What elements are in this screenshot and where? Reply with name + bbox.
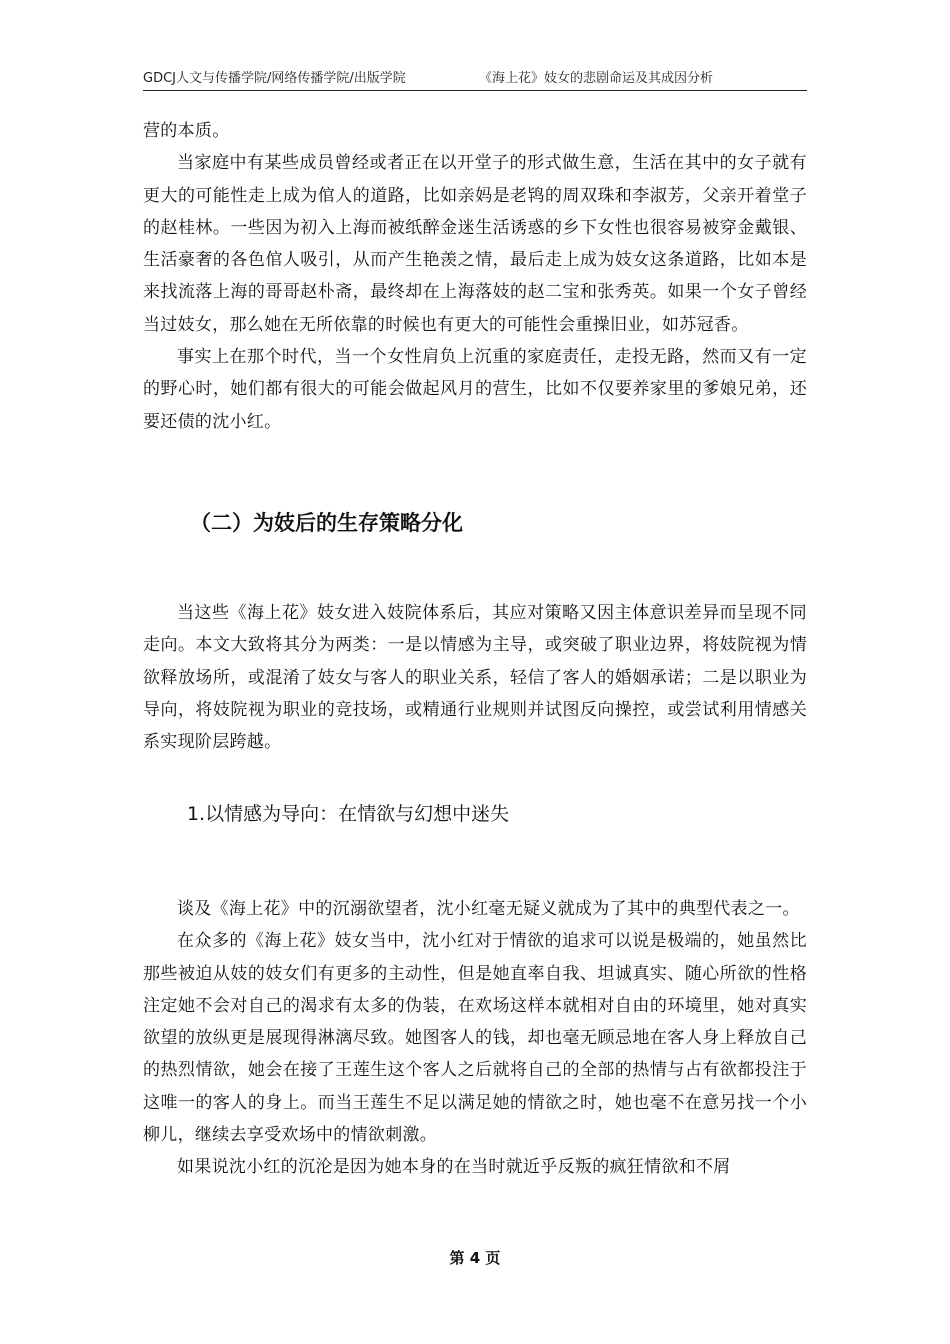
paragraph: 如果说沈小红的沉沦是因为她本身的在当时就近乎反叛的疯狂情欲和不屑 — [177, 1157, 731, 1178]
body-block-1 — [143, 115, 807, 438]
subsection-heading: 1.以情感为导向：在情欲与幻想中迷失 — [187, 803, 510, 825]
header-paper-title: 《海上花》妓女的悲剧命运及其成因分析 — [479, 71, 714, 86]
paragraph: 营的本质。 — [143, 121, 230, 141]
page-header — [143, 70, 807, 91]
page-number: 第 4 页 — [449, 1249, 501, 1267]
paragraph: 在众多的《海上花》妓女当中，沈小红对于情欲的追求可以说是极端的，她虽然比那些被迫从妓的妓女们有更多的主动性，但是她直率自我、坦诚真实、随心所欲的性格注定她不会对自己的渴求有太多的伪装，在欢场这样本就相对自由的环境里，她对真实欲望的放纵更是展现得淋漓尽致。她图客人的钱，却也毫无顾忌地在客人身上释放自己的热烈情欲，她会在接了王莲生这个客人之后就将自己的全部的热情与占有欲都投注于这唯一的客人的身上。而当王莲生不足以满足她的情欲之时，她也毫不在意另找一个小柳儿，继续去享受欢场中的情欲刺激。 — [143, 931, 807, 1146]
section-heading: （二）为妓后的生存策略分化 — [190, 511, 463, 535]
paragraph: 当家庭中有某些成员曾经或者正在以开堂子的形式做生意，生活在其中的女子就有更大的可能性走上成为倌人的道路，比如亲妈是老鸨的周双珠和李淑芳，父亲开着堂子的赵桂林。一些因为初入上海而被纸醉金迷生活诱惑的乡下女性也很容易被穿金戴银、生活豪奢的各色倌人吸引，从而产生艳羡之情，最后走上成为妓女这条道路，比如本是来找流落上海的哥哥赵朴斋，最终却在上海落妓的赵二宝和张秀英。如果一个女子曾经当过妓女，那么她在无所依靠的时候也有更大的可能性会重操旧业，如苏冠香。 — [143, 153, 807, 335]
paragraph: 谈及《海上花》中的沉溺欲望者，沈小红毫无疑义就成为了其中的典型代表之一。 — [177, 899, 800, 919]
body-block-2 — [143, 597, 807, 758]
body-block-3 — [143, 893, 807, 1184]
header-institution: GDCJ人文与传播学院/网络传播学院/出版学院 — [143, 71, 406, 86]
paragraph: 事实上在那个时代，当一个女性肩负上沉重的家庭责任，走投无路，然而又有一定的野心时，她们都有很大的可能会做起风月的营生，比如不仅要养家里的爹娘兄弟，还要还债的沈小红。 — [143, 347, 807, 432]
paragraph: 当这些《海上花》妓女进入妓院体系后，其应对策略又因主体意识差异而呈现不同走向。本文大致将其分为两类：一是以情感为主导，或突破了职业边界，将妓院视为情欲释放场所，或混淆了妓女与客人的职业关系，轻信了客人的婚姻承诺；二是以职业为导向，将妓院视为职业的竞技场，或精通行业规则并试图反向操控，或尝试利用情感关系实现阶层跨越。 — [143, 603, 807, 753]
